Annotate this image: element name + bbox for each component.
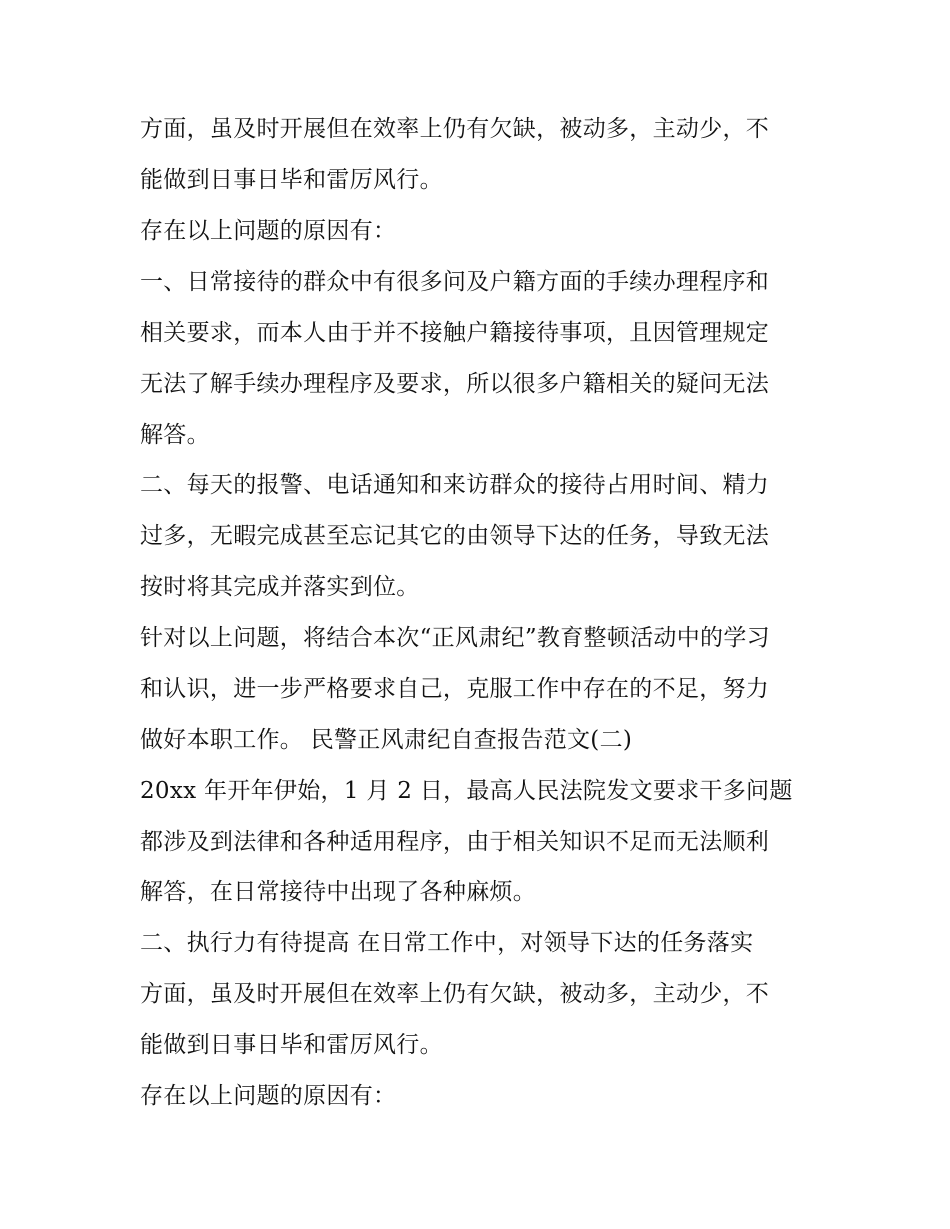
text-line: 相关要求，而本人由于并不接触户籍接待事项，且因管理规定 <box>140 320 770 346</box>
text-line: 解答，在日常接待中出现了各种麻烦。 <box>140 879 537 905</box>
text-line: 一、日常接待的群众中有很多问及户籍方面的手续办理程序和 <box>140 269 770 295</box>
text-line: 无法了解手续办理程序及要求，所以很多户籍相关的疑问无法 <box>140 371 770 397</box>
text-line: 针对以上问题，将结合本次“正风肃纪”教育整顿活动中的学习 <box>140 625 770 651</box>
text-line: 二、执行力有待提高 在日常工作中，对领导下达的任务落实 <box>140 930 754 956</box>
text-line: 存在以上问题的原因有： <box>140 218 397 244</box>
text-line: 20xx 年开年伊始，1 月 2 日，最高人民法院发文要求干多问题 <box>140 778 793 804</box>
text-line: 能做到日事日毕和雷厉风行。 <box>140 167 443 193</box>
text-line: 方面，虽及时开展但在效率上仍有欠缺，被动多，主动少，不 <box>140 981 770 1007</box>
text-line: 做好本职工作。 民警正风肃纪自查报告范文(二) <box>140 727 633 753</box>
text-line: 方面，虽及时开展但在效率上仍有欠缺，被动多，主动少，不 <box>140 116 770 142</box>
text-line: 都涉及到法律和各种适用程序，由于相关知识不足而无法顺利 <box>140 829 770 855</box>
text-line: 存在以上问题的原因有： <box>140 1083 397 1109</box>
text-line: 解答。 <box>140 422 210 448</box>
text-line: 二、每天的报警、电话通知和来访群众的接待占用时间、精力 <box>140 472 770 498</box>
text-line: 和认识，进一步严格要求自己，克服工作中存在的不足，努力 <box>140 676 770 702</box>
text-line: 能做到日事日毕和雷厉风行。 <box>140 1032 443 1058</box>
text-line: 过多，无暇完成甚至忘记其它的由领导下达的任务，导致无法 <box>140 523 770 549</box>
text-line: 按时将其完成并落实到位。 <box>140 574 420 600</box>
